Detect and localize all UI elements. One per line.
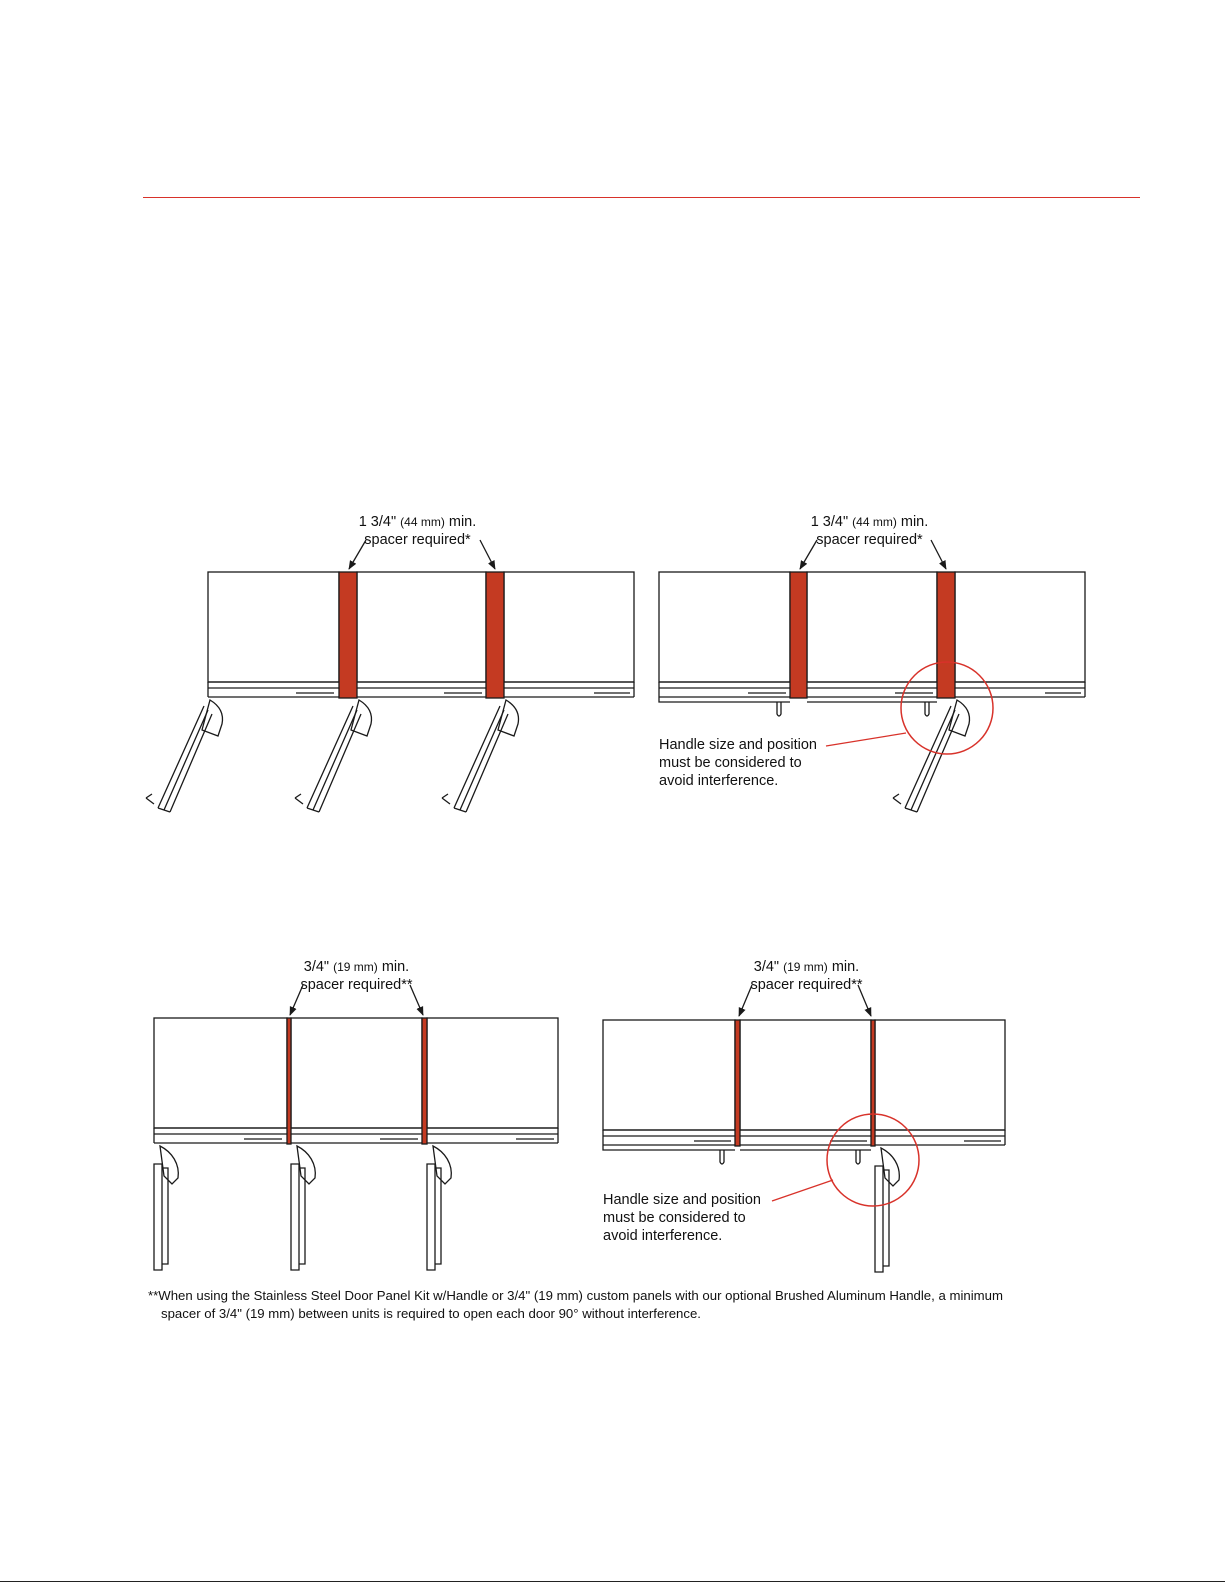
cabinet-unit (955, 572, 1085, 682)
footnote (148, 1287, 1003, 1323)
base-strip (659, 682, 1085, 702)
spacer (790, 572, 807, 698)
open-door (295, 700, 372, 812)
base-strip (603, 1130, 1005, 1150)
diagram-3 (154, 985, 558, 1270)
open-door (154, 1146, 178, 1270)
interference-callout: Handle size and position must be considered to avoid interference. (659, 737, 817, 789)
cabinet-unit (154, 1018, 287, 1128)
base-strip (208, 682, 634, 697)
cabinet-unit (208, 572, 339, 682)
footer-rule (0, 1581, 1225, 1582)
spacer (871, 1020, 875, 1146)
spacer-label: 3/4" (19 mm) min. spacer required** (300, 959, 413, 993)
spacer-label: 1 3/4" (44 mm) min. spacer required* (810, 514, 929, 548)
diagram-1 (146, 540, 634, 812)
open-door (893, 700, 970, 812)
footnote-line: spacer of 3/4" (19 mm) between units is required to open each door 90° without interference. (161, 1306, 701, 1321)
spacer (287, 1018, 291, 1144)
spacer (422, 1018, 427, 1144)
cabinet-unit (357, 572, 486, 682)
callout-leader (772, 1180, 833, 1201)
open-door (291, 1146, 315, 1270)
spacer (486, 572, 504, 698)
cabinet-unit (807, 572, 937, 682)
cabinet-unit (659, 572, 790, 682)
cabinet-unit (740, 1020, 871, 1130)
interference-callout: Handle size and position must be considered to avoid interference. (603, 1192, 761, 1244)
spacer-label: 3/4" (19 mm) min. spacer required** (750, 959, 863, 993)
closed-handle (720, 1150, 860, 1164)
cabinet-unit (291, 1018, 422, 1128)
open-door (442, 700, 519, 812)
spacer (339, 572, 357, 698)
spacer-label: 1 3/4" (44 mm) min. spacer required* (358, 514, 477, 548)
spacer (937, 572, 955, 698)
open-door (146, 700, 223, 812)
footnote-line: **When using the Stainless Steel Door Panel Kit w/Handle or 3/4" (19 mm) custom panels with our optional Brushed Aluminum Handle, a minimum (148, 1288, 1003, 1303)
open-door (427, 1146, 451, 1270)
open-door (875, 1148, 899, 1272)
base-strip (154, 1128, 558, 1143)
spacer (735, 1020, 740, 1146)
callout-leader (826, 733, 906, 746)
cabinet-unit (427, 1018, 558, 1128)
closed-handle (777, 702, 929, 716)
cabinet-unit (504, 572, 634, 682)
cabinet-unit (603, 1020, 735, 1130)
cabinet-unit (875, 1020, 1005, 1130)
